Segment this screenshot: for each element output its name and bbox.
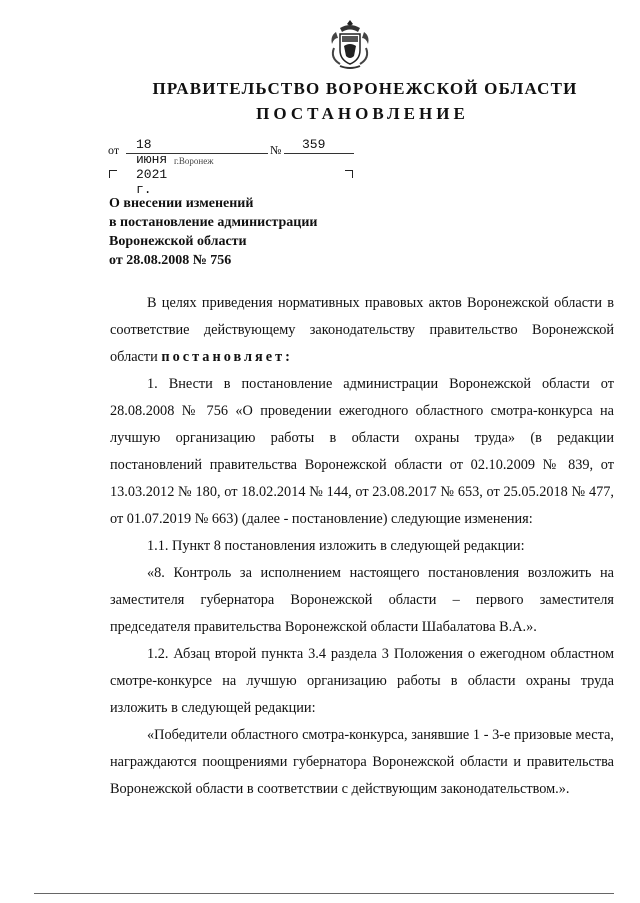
preamble-text: В целях приведения нормативных правовых актов Воронежской области в соответствие действующему законодательству правительство Воронежской области — [110, 295, 614, 365]
city: г.Воронеж — [174, 156, 214, 166]
date-prefix: от — [108, 143, 120, 157]
date-underline — [126, 153, 268, 154]
corner-mark-left — [109, 170, 117, 178]
subject-line: О внесении изменений — [109, 196, 254, 211]
coat-of-arms-icon — [326, 18, 374, 72]
corner-mark-right — [345, 170, 353, 178]
paragraph-1-1: 1.1. Пункт 8 постановления изложить в следующей редакции: — [147, 538, 525, 554]
subject-line: в постановление администрации — [109, 215, 318, 230]
document-type: ПОСТАНОВЛЕНИЕ — [256, 104, 469, 123]
document-body — [110, 290, 614, 803]
paragraph-1-2: 1.2. Абзац второй пункта 3.4 раздела 3 Положения о ежегодном областном смотре-конкурсе на лучшую организацию работы в области охраны труда изложить в следующей редакции: — [110, 646, 614, 716]
paragraph-1-2-quote: «Победители областного смотра-конкурса, занявшие 1 - 3-е призовые места, награждаются поощрениями губернатора Воронежской области и правительства Воронежской области в соответствии с действующим законодательством.». — [110, 727, 614, 797]
paragraph-1-1-quote: «8. Контроль за исполнением настоящего постановления возложить на заместителя губернатора Воронежской области – первого заместителя председателя правительства Воронежской области Шабалатова В.А.». — [110, 565, 614, 635]
resolves-word: постановляет: — [161, 349, 293, 365]
preamble-paragraph — [110, 290, 614, 371]
subject-line: от 28.08.2008 № 756 — [109, 253, 232, 268]
document-date: 18 июня 2021 г. — [136, 137, 168, 197]
number-underline — [284, 153, 354, 154]
footer-rule — [34, 893, 614, 894]
document-subject — [109, 194, 317, 270]
subject-line: Воронежской области — [109, 234, 247, 249]
org-title: ПРАВИТЕЛЬСТВО ВОРОНЕЖСКОЙ ОБЛАСТИ — [152, 79, 578, 98]
document-number: 359 — [302, 137, 326, 152]
paragraph-1: 1. Внести в постановление администрации Воронежской области от 28.08.2008 № 756 «О проведении ежегодного областного смотра-конкурса на лучшую организацию работы в области охраны труда» (в редакции постановлений правительства Воронежской области от 02.10.2009 № 839, от 13.03.2012 № 180, от 18.02.2014 № 144, от 23.08.2017 № 653, от 25.05.2018 № 477, от 01.07.2019 № 663) (далее - постановление) следующие изменения: — [110, 376, 614, 527]
number-prefix: № — [270, 143, 282, 157]
